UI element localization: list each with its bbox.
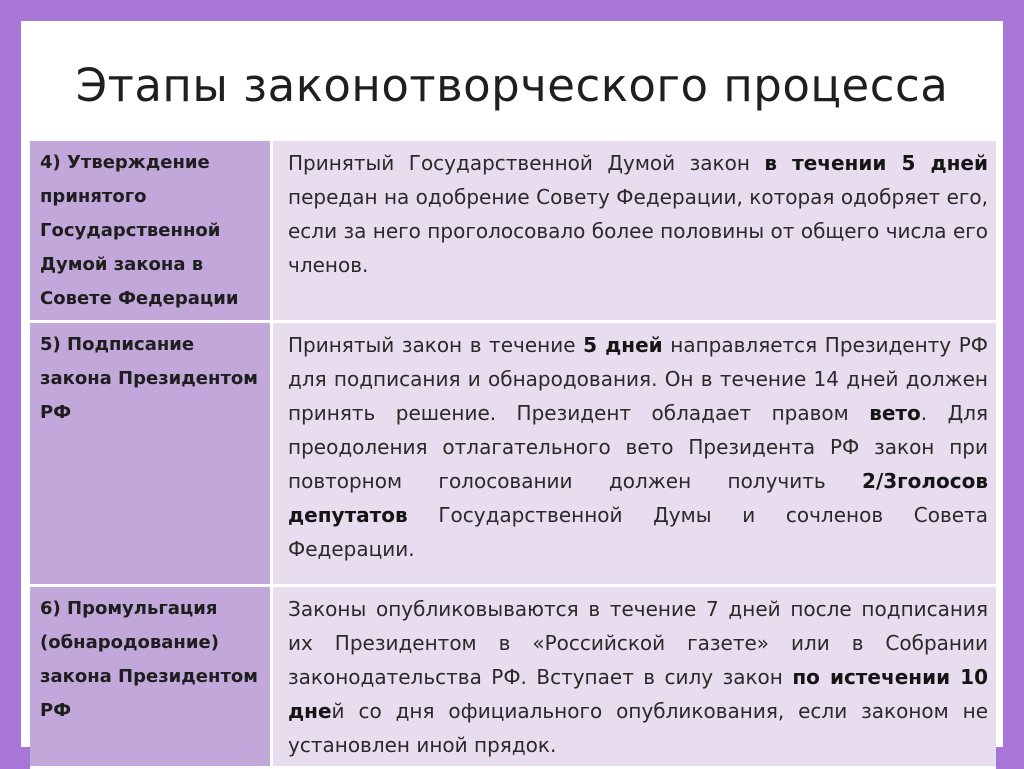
stage-description [273,323,996,587]
desc-text: направляется Президенту РФ для подписания и обнародования. Он в течение 14 дней должен принять решение. Президент обладает правом [288,333,988,425]
table-row [30,141,996,323]
desc-text: . Для преодоления отлагательного вето Президента РФ закон при повторном голосовании должен получить [288,401,989,493]
table-row [30,587,996,769]
desc-emphasis: по истечении 10 дне [288,665,988,723]
desc-text: Принятый закон в течение [288,333,584,357]
desc-text: Государственной Думы и сочленов Совета Федерации. [288,503,988,561]
stages-table [30,141,996,769]
desc-text: Принятый Государственной Думой закон [288,151,765,175]
stage-description [273,587,996,769]
desc-text: передан на одобрение Совету Федерации, которая одобряет его, если за него проголосовало более половины от общего числа его членов. [288,185,988,277]
desc-emphasis: вето [869,401,921,425]
slide-title: Этапы законотворческого процесса [75,59,949,112]
stage-name: 6) Промульгация (обнародование) закона Президентом РФ [30,587,273,769]
table-row [30,323,996,587]
desc-text: Законы опубликовываются в течение 7 дней после подписания их Президентом в «Российской газете» или в Собрании законодательства РФ. Вступает в силу закон [288,597,988,689]
stage-description [273,141,996,323]
desc-emphasis: 2/3голосов депутатов [288,469,988,527]
stage-name: 5) Подписание закона Президентом РФ [30,323,273,587]
desc-emphasis: 5 дней [583,333,663,357]
desc-text: й со дня официального опубликования, если законом не установлен иной прядок. [288,699,988,757]
desc-emphasis: в течении 5 дней [764,151,988,175]
stage-name: 4) Утверждение принятого Государственной Думой закона в Совете Федерации [30,141,273,323]
slide [21,21,1003,757]
